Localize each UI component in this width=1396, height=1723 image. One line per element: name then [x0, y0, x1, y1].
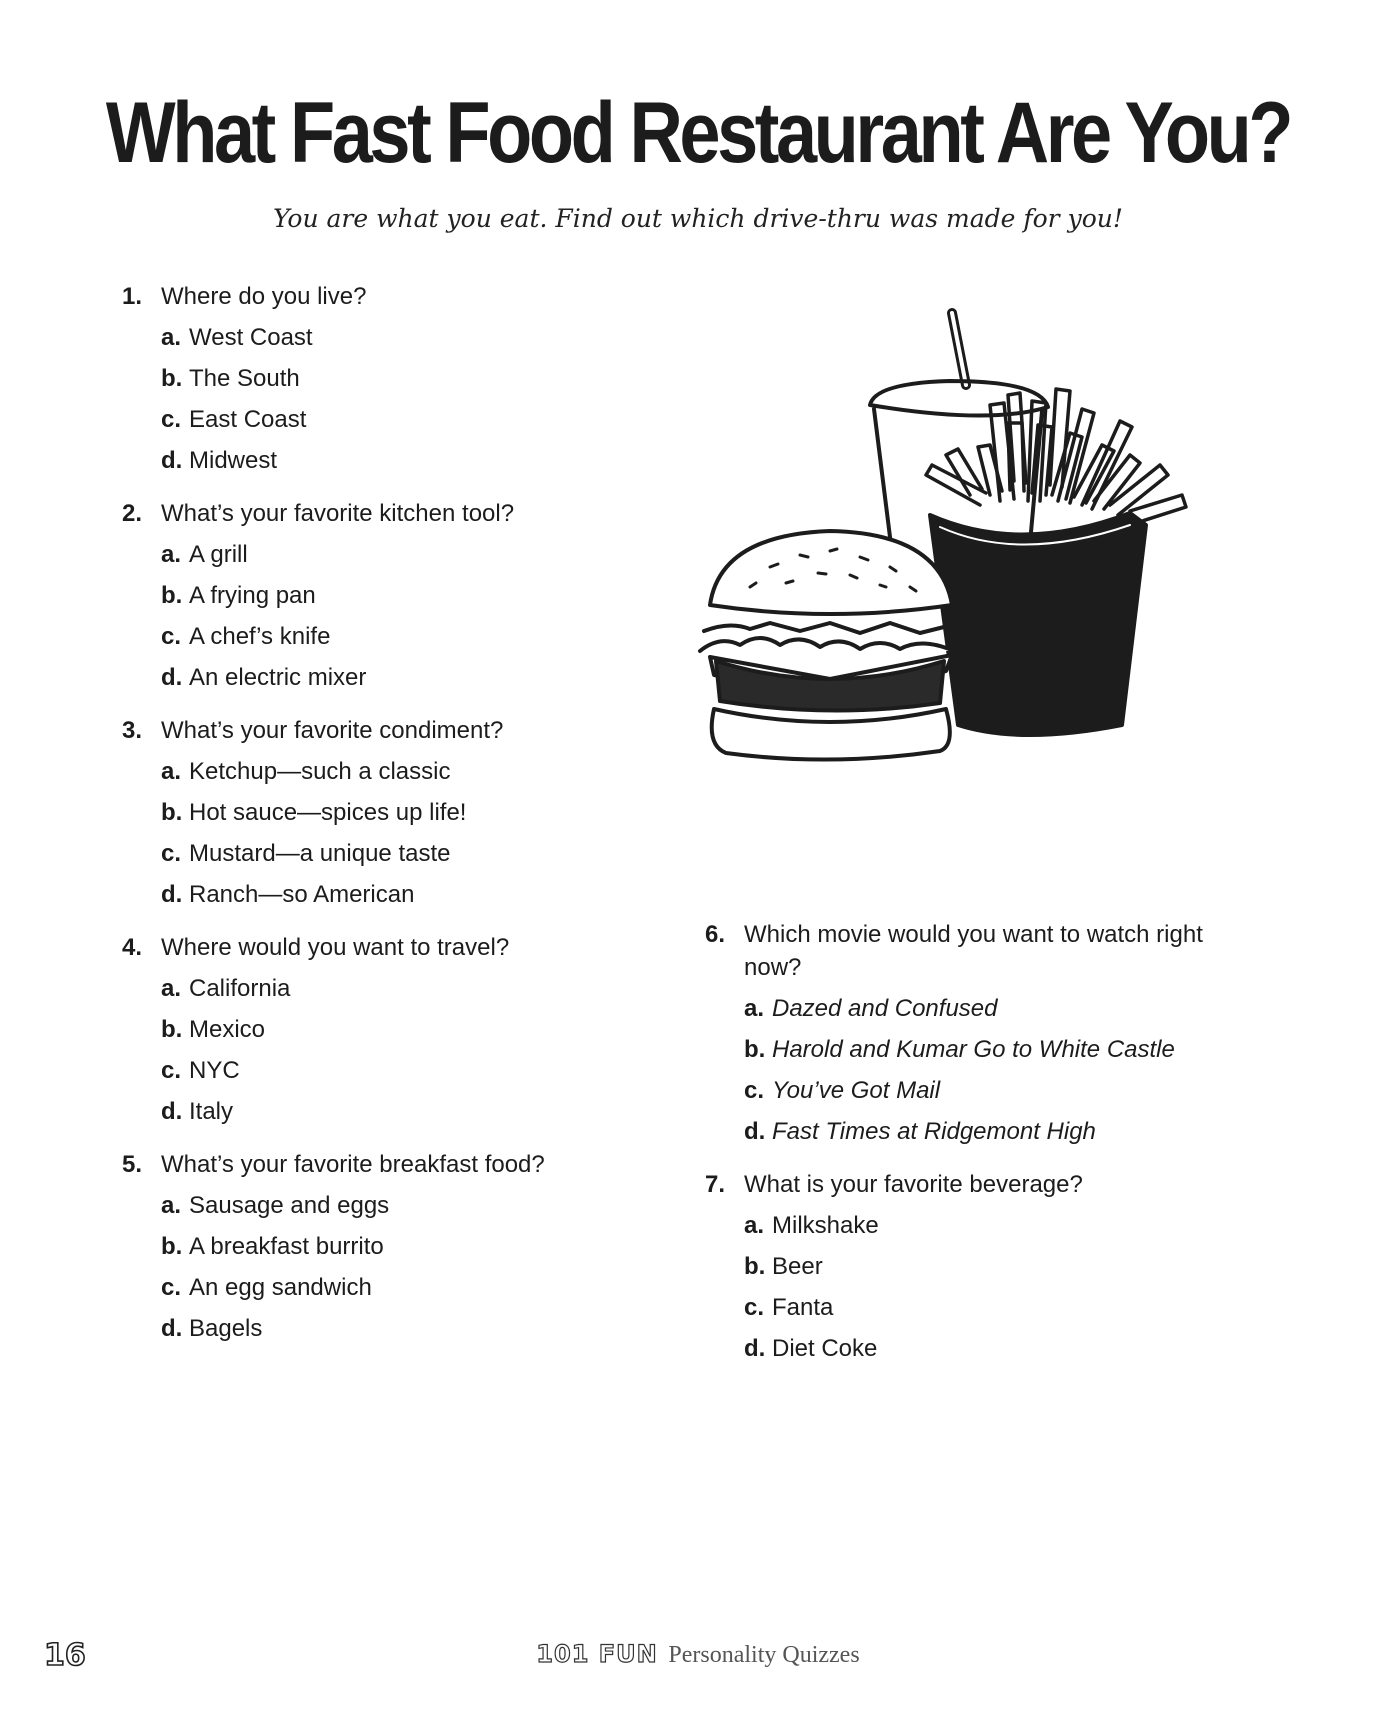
- answer-letter: d.: [744, 1335, 766, 1362]
- answer-letter: d.: [161, 881, 183, 908]
- answer-option: [161, 1095, 682, 1128]
- answer-letter: b.: [161, 1016, 183, 1043]
- answer-text: Milkshake: [772, 1212, 879, 1239]
- answer-text: Dazed and Confused: [772, 995, 998, 1022]
- answer-letter: c.: [161, 840, 182, 867]
- answer-text: Diet Coke: [772, 1335, 878, 1362]
- answer-letter: b.: [161, 582, 183, 609]
- answer-text: NYC: [189, 1057, 240, 1084]
- question-text: Where would you want to travel?: [161, 934, 510, 961]
- running-footer: [0, 1640, 1396, 1669]
- answer-text: A chef’s knife: [189, 623, 331, 650]
- question-2: [122, 497, 682, 694]
- answer-letter: b.: [744, 1253, 766, 1280]
- question-1: [122, 280, 682, 477]
- question-number: 6.: [705, 921, 726, 948]
- footer-series: Personality Quizzes: [668, 1642, 860, 1668]
- questions-column-left: [122, 280, 682, 1365]
- answer-letter: c.: [161, 1057, 182, 1084]
- answer-letter: d.: [161, 1315, 183, 1342]
- answer-text: Fast Times at Ridgemont High: [772, 1118, 1096, 1145]
- answer-text: The South: [189, 365, 300, 392]
- answer-letter: c.: [161, 1274, 182, 1301]
- answer-text: Mustard—a unique taste: [189, 840, 451, 867]
- answer-option: [161, 620, 682, 653]
- answer-option: [161, 403, 682, 436]
- answer-text: Ketchup—such a classic: [189, 758, 451, 785]
- answer-letter: a.: [161, 1192, 182, 1219]
- page-number: 16: [44, 1638, 86, 1673]
- answer-letter: c.: [161, 406, 182, 433]
- answer-option: [744, 992, 1245, 1025]
- answer-option: [161, 1054, 682, 1087]
- answer-option: [161, 321, 682, 354]
- question-number: 4.: [122, 934, 143, 961]
- answer-option: [161, 1013, 682, 1046]
- answer-option: [161, 1230, 682, 1263]
- answer-option: [161, 444, 682, 477]
- answer-letter: c.: [744, 1294, 765, 1321]
- answer-option: [161, 796, 682, 829]
- answer-text: Midwest: [189, 447, 278, 474]
- answer-option: [161, 837, 682, 870]
- answer-letter: d.: [161, 1098, 183, 1125]
- answer-option: [161, 1271, 682, 1304]
- question-text: Where do you live?: [161, 283, 367, 310]
- page-title: What Fast Food Restaurant Are You?: [105, 85, 1291, 181]
- answer-text: Fanta: [772, 1294, 834, 1321]
- answer-text: Mexico: [189, 1016, 266, 1043]
- answer-letter: d.: [744, 1118, 766, 1145]
- answer-letter: b.: [161, 799, 183, 826]
- answer-letter: c.: [744, 1077, 765, 1104]
- answer-text: Bagels: [189, 1315, 263, 1342]
- answer-text: A breakfast burrito: [189, 1233, 384, 1260]
- question-text: What’s your favorite kitchen tool?: [161, 500, 515, 527]
- answer-text: You’ve Got Mail: [772, 1077, 941, 1104]
- answer-option: [744, 1332, 1245, 1365]
- answer-option: [744, 1115, 1245, 1148]
- answer-text: East Coast: [189, 406, 307, 433]
- answer-text: An electric mixer: [189, 664, 367, 691]
- answer-text: Beer: [772, 1253, 823, 1280]
- answer-letter: b.: [744, 1036, 766, 1063]
- question-5: [122, 1148, 682, 1345]
- answer-letter: b.: [161, 365, 183, 392]
- answer-letter: a.: [161, 541, 182, 568]
- answer-letter: a.: [161, 975, 182, 1002]
- answer-letter: a.: [744, 995, 765, 1022]
- answer-text: California: [189, 975, 291, 1002]
- answer-letter: a.: [161, 758, 182, 785]
- question-number: 2.: [122, 500, 143, 527]
- answer-option: [161, 1189, 682, 1222]
- answer-letter: b.: [161, 1233, 183, 1260]
- answer-text: Hot sauce—spices up life!: [189, 799, 467, 826]
- answer-text: West Coast: [189, 324, 313, 351]
- answer-letter: d.: [161, 664, 183, 691]
- answer-option: [161, 972, 682, 1005]
- page-subtitle: You are what you eat. Find out which drive-thru was made for you!: [273, 204, 1123, 233]
- answer-text: Ranch—so American: [189, 881, 415, 908]
- answer-text: Sausage and eggs: [189, 1192, 390, 1219]
- answer-option: [161, 661, 682, 694]
- question-3: [122, 714, 682, 911]
- question-number: 7.: [705, 1171, 726, 1198]
- question-number: 1.: [122, 283, 143, 310]
- answer-text: A grill: [189, 541, 248, 568]
- question-4: [122, 931, 682, 1128]
- answer-option: [161, 538, 682, 571]
- question-6: [705, 918, 1245, 1148]
- question-text: What is your favorite beverage?: [744, 1171, 1083, 1198]
- answer-letter: c.: [161, 623, 182, 650]
- answer-option: [161, 755, 682, 788]
- answer-option: [744, 1250, 1245, 1283]
- answer-option: [744, 1033, 1245, 1066]
- answer-option: [161, 362, 682, 395]
- fast-food-meal-icon: [690, 305, 1250, 825]
- answer-text: An egg sandwich: [189, 1274, 372, 1301]
- question-7: [705, 1168, 1245, 1365]
- answer-option: [161, 579, 682, 612]
- answer-text: Harold and Kumar Go to White Castle: [772, 1036, 1175, 1063]
- questions-column-right: [705, 918, 1245, 1385]
- question-text: What’s your favorite condiment?: [161, 717, 504, 744]
- question-number: 5.: [122, 1151, 143, 1178]
- answer-option: [744, 1291, 1245, 1324]
- answer-letter: d.: [161, 447, 183, 474]
- question-text: Which movie would you want to watch right now?: [744, 921, 1203, 981]
- answer-text: A frying pan: [189, 582, 316, 609]
- question-text: What’s your favorite breakfast food?: [161, 1151, 545, 1178]
- answer-text: Italy: [189, 1098, 234, 1125]
- answer-letter: a.: [161, 324, 182, 351]
- answer-letter: a.: [744, 1212, 765, 1239]
- answer-option: [744, 1074, 1245, 1107]
- footer-brand: 101 FUN: [536, 1640, 658, 1668]
- question-number: 3.: [122, 717, 143, 744]
- answer-option: [161, 878, 682, 911]
- answer-option: [744, 1209, 1245, 1242]
- answer-option: [161, 1312, 682, 1345]
